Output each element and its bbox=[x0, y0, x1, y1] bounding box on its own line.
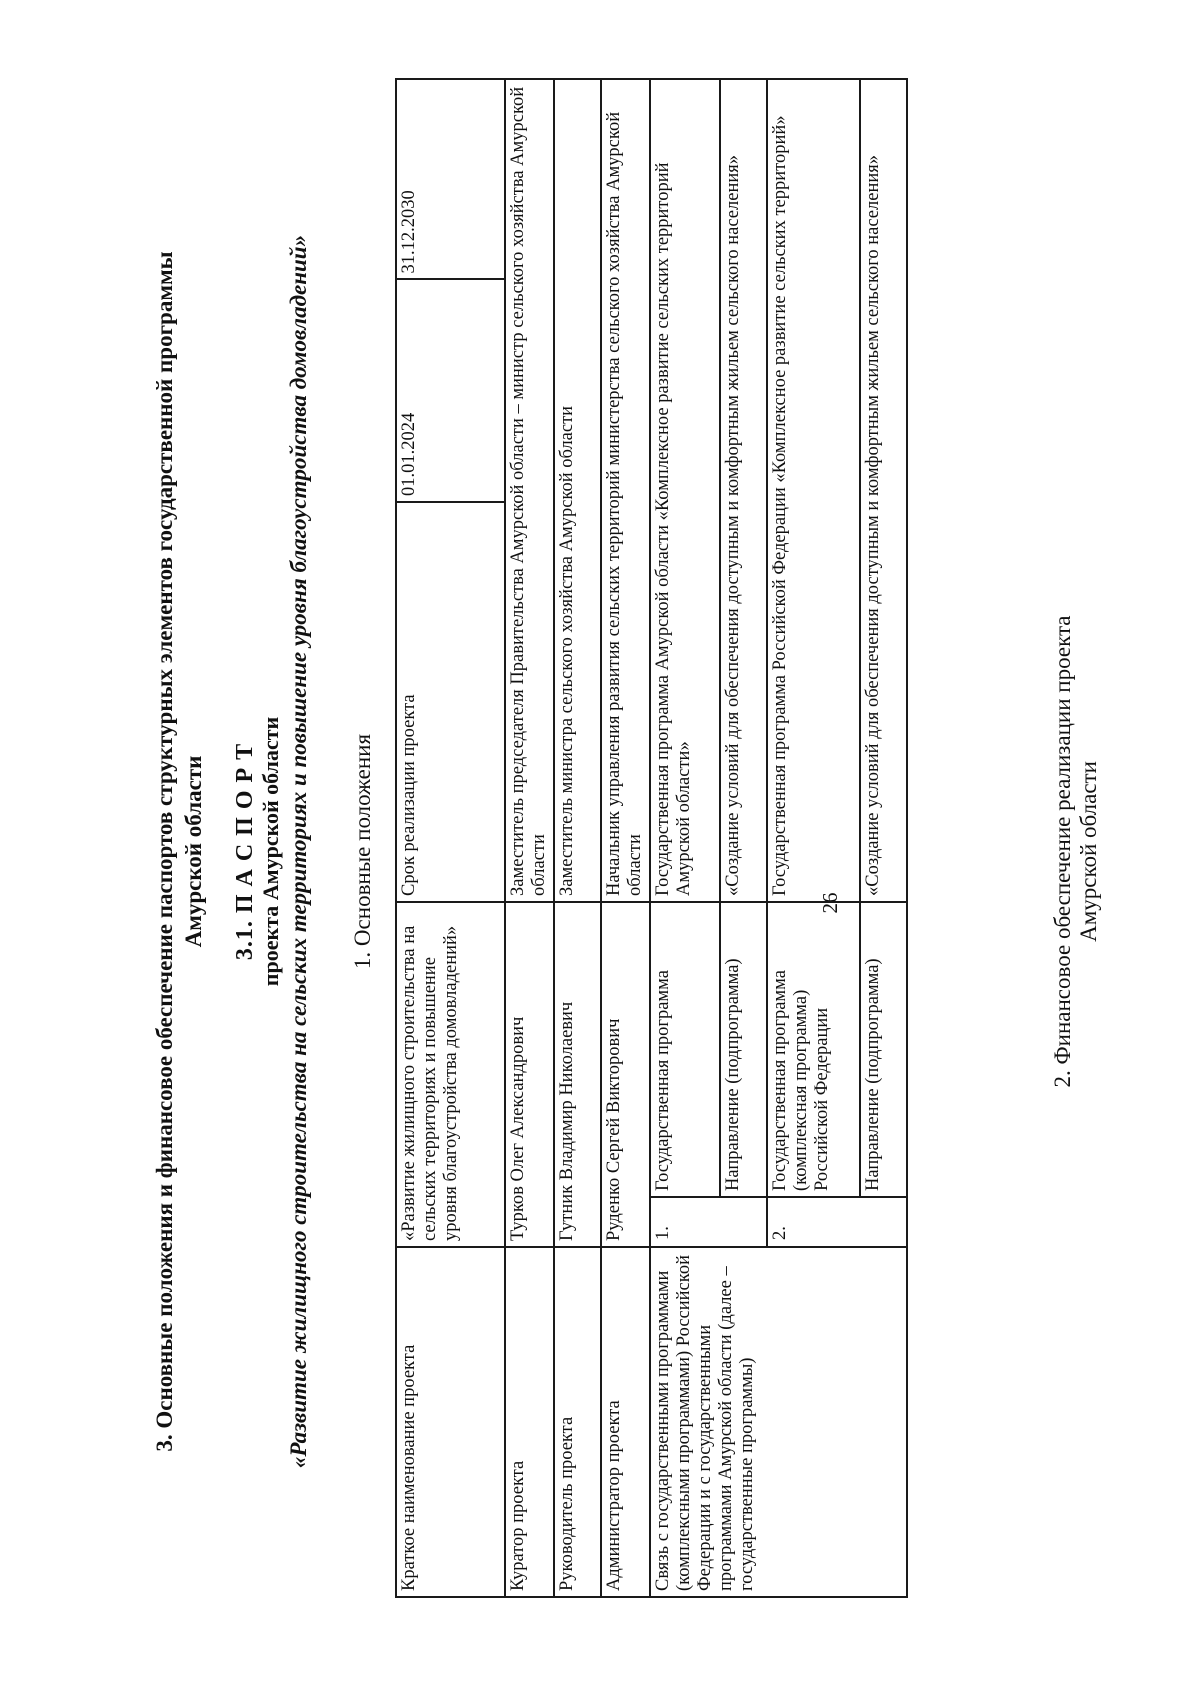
passport-project-name: «Развитие жилищного строительства на сельских территориях и повышение уровня благоустройства домовладений» bbox=[286, 234, 311, 1469]
table-row-short-name bbox=[396, 79, 505, 1597]
section-heading-line2: Амурской области bbox=[181, 755, 206, 948]
program-label: Государственная программа (комплексная программа) Российской Федерации bbox=[767, 902, 860, 1197]
value-cell: «Развитие жилищного строительства на сельских территориях и повышение уровня благоустройства домовладений» bbox=[396, 902, 505, 1247]
end-date: 31.12.2030 bbox=[399, 190, 419, 274]
row-number: 1. bbox=[650, 1197, 767, 1247]
term-dates bbox=[397, 80, 504, 501]
passport-table bbox=[395, 78, 908, 1598]
label-cell: Краткое наименование проекта bbox=[396, 1247, 505, 1597]
table-row-head bbox=[554, 79, 601, 1597]
section2-title bbox=[1050, 20, 1102, 1683]
label-cell: Администратор проекта bbox=[601, 1247, 650, 1597]
table-row-link-1-program bbox=[650, 79, 720, 1597]
passport-header bbox=[232, 20, 312, 1683]
section-heading-line1: 3. Основные положения и финансовое обеспечение паспортов структурных элементов государственной программы bbox=[152, 251, 177, 1452]
position-cell: Заместитель министра сельского хозяйства Амурской области bbox=[554, 79, 601, 902]
program-value: Государственная программа Российской Федерации «Комплексное развитие сельских территорий» bbox=[767, 79, 860, 902]
passport-title: 3.1. П А С П О Р Т bbox=[232, 742, 258, 961]
label-cell: Руководитель проекта bbox=[554, 1247, 601, 1597]
section-heading bbox=[150, 20, 208, 1683]
label-cell: Куратор проекта bbox=[505, 1247, 554, 1597]
passport-subtitle: проекта Амурской области bbox=[258, 716, 283, 987]
program-label: Государственная программа bbox=[650, 902, 720, 1197]
table-row-admin bbox=[601, 79, 650, 1597]
section1-title: 1. Основные положения bbox=[350, 733, 375, 970]
direction-value: «Создание условий для обеспечения доступным и комфортным жильем сельского населения» bbox=[720, 79, 767, 902]
direction-value: «Создание условий для обеспечения доступным и комфортным жильем сельского населения» bbox=[860, 79, 907, 902]
row-number: 2. bbox=[767, 1197, 907, 1247]
curator-position: Заместитель председателя Правительства Амурской области – министр сельского хозяйства Амурской области bbox=[508, 86, 549, 896]
label-cell: Срок реализации проекта bbox=[396, 502, 505, 902]
person-cell: Гутник Владимир Николаевич bbox=[554, 902, 601, 1247]
label-cell: Связь с государственными программами (комплексными программами) Российской Федерации и с государственными программами Амурской области (далее – государственные программы) bbox=[650, 1247, 907, 1597]
direction-label: Направление (подпрограмма) bbox=[860, 902, 907, 1197]
table-row-curator bbox=[505, 79, 554, 1597]
term-cell bbox=[396, 79, 505, 502]
person-cell: Руденко Сергей Викторович bbox=[601, 902, 650, 1247]
position-cell bbox=[505, 79, 554, 902]
position-cell: Начальник управления развития сельских территорий министерства сельского хозяйства Амурской области bbox=[601, 79, 650, 902]
start-date: 01.01.2024 bbox=[397, 279, 504, 501]
direction-label: Направление (подпрограмма) bbox=[720, 902, 767, 1197]
person-cell: Турков Олег Александрович bbox=[505, 902, 554, 1247]
program-value: Государственная программа Амурской области «Комплексное развитие сельских территорий Амурской области» bbox=[650, 79, 720, 902]
section2-title-line1: 2. Финансовое обеспечение реализации проекта bbox=[1050, 615, 1075, 1088]
section2-title-line2: Амурской области bbox=[1076, 761, 1101, 942]
page-number: 26 bbox=[818, 892, 842, 914]
